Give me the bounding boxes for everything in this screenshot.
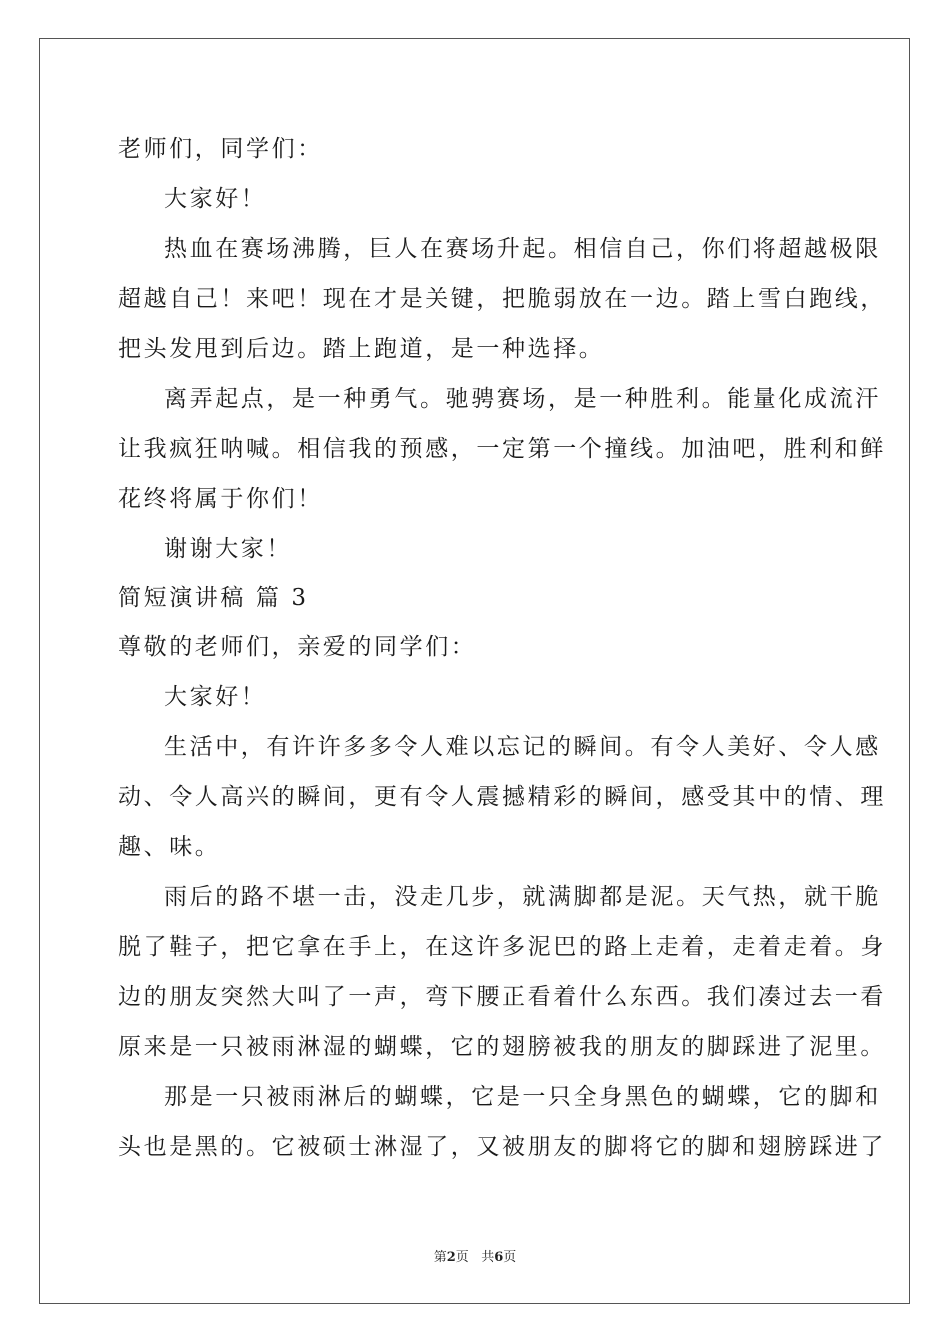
paragraph-line: 超越自己！来吧！现在才是关键，把脆弱放在一边。踏上雪白跑线， — [118, 286, 886, 312]
paragraph-line: 原来是一只被雨淋湿的蝴蝶，它的翅膀被我的朋友的脚踩进了泥里。 — [118, 1034, 886, 1060]
paragraph-line: 生活中，有许许多多令人难以忘记的瞬间。有令人美好、令人感 — [164, 734, 881, 760]
footer-suffix: 页 — [503, 1250, 517, 1265]
page-border — [39, 38, 910, 1304]
salutation-line: 尊敬的老师们，亲爱的同学们： — [118, 634, 477, 660]
closing-line: 谢谢大家！ — [164, 536, 292, 562]
footer-middle: 页 共 — [455, 1250, 495, 1265]
paragraph-line: 边的朋友突然大叫了一声，弯下腰正看着什么东西。我们凑过去一看 — [118, 984, 886, 1010]
paragraph-line: 让我疯狂呐喊。相信我的预感，一定第一个撞线。加油吧，胜利和鲜 — [118, 436, 886, 462]
paragraph-line: 把头发甩到后边。踏上跑道，是一种选择。 — [118, 336, 605, 362]
paragraph-line: 头也是黑的。它被硕士淋湿了，又被朋友的脚将它的脚和翅膀踩进了 — [118, 1134, 886, 1160]
paragraph-line: 那是一只被雨淋后的蝴蝶，它是一只全身黑色的蝴蝶，它的脚和 — [164, 1084, 881, 1110]
paragraph-line: 离弄起点，是一种勇气。驰骋赛场，是一种胜利。能量化成流汗 — [164, 386, 881, 412]
greeting-line: 大家好！ — [164, 186, 267, 212]
paragraph-line: 脱了鞋子，把它拿在手上，在这许多泥巴的路上走着，走着走着。身 — [118, 934, 886, 960]
page-footer — [0, 1246, 950, 1265]
section-heading: 简短演讲稿 篇 3 — [118, 585, 309, 611]
paragraph-line: 热血在赛场沸腾，巨人在赛场升起。相信自己，你们将超越极限 — [164, 236, 881, 262]
footer-prefix: 第 — [433, 1250, 447, 1265]
paragraph-line: 花终将属于你们！ — [118, 486, 323, 512]
footer-total-pages: 6 — [494, 1250, 504, 1265]
greeting-line: 大家好！ — [164, 684, 267, 710]
footer-page-number: 2 — [446, 1250, 456, 1265]
paragraph-line: 趣、味。 — [118, 834, 221, 860]
paragraph-line: 雨后的路不堪一击，没走几步，就满脚都是泥。天气热，就干脆 — [164, 884, 881, 910]
paragraph-line: 动、令人高兴的瞬间，更有令人震撼精彩的瞬间，感受其中的情、理 — [118, 784, 886, 810]
salutation-line: 老师们，同学们： — [118, 136, 323, 162]
